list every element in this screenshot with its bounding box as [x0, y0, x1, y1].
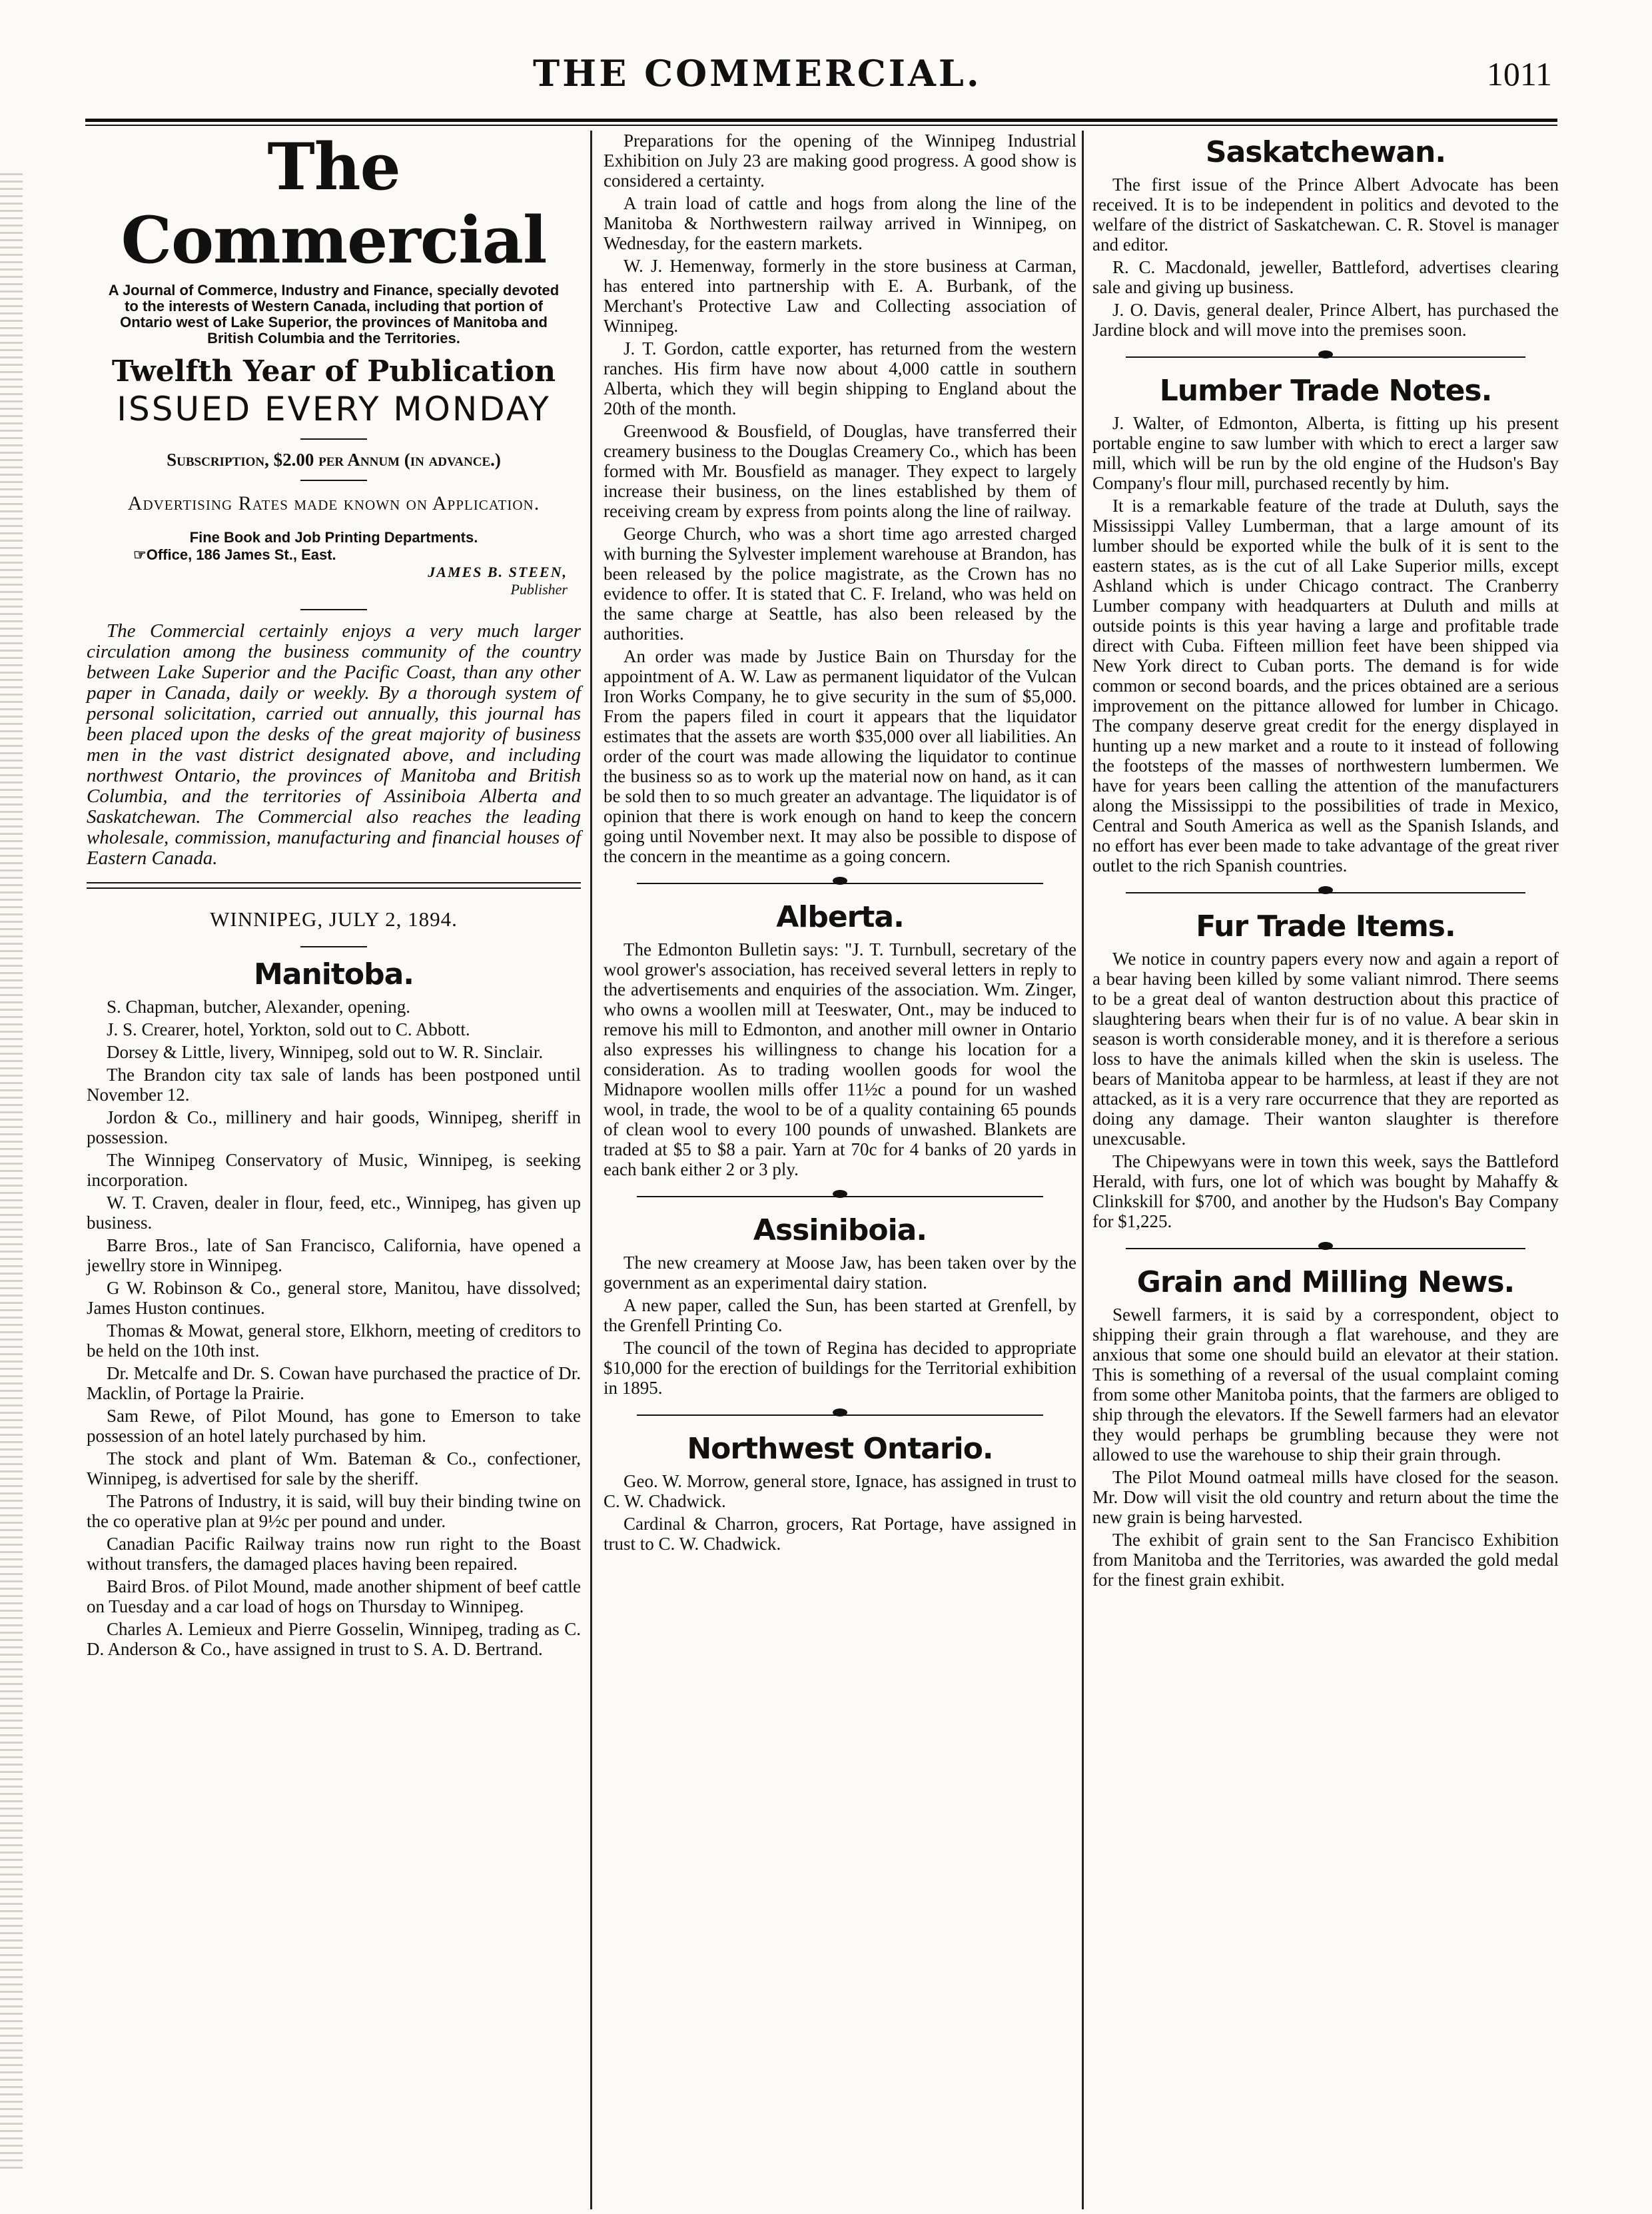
masthead-issued: ISSUED EVERY MONDAY	[117, 390, 551, 428]
news-item: J. O. Davis, general dealer, Prince Albert, has purchased the Jardine block and will move into the premises soon.	[1092, 300, 1559, 340]
news-item: An order was made by Justice Bain on Thursday for the appointment of A. W. Law as permanent liquidator of the Vulcan Iron Works Company, he to give security in the sum of $5,000. From the papers filed in court it appears that the liquidator estimates that the assets are worth $35,000 over all liabilities. An order of the court was made allowing the liquidator to continue the business so as to work up the material now on hand, as it can be sold then to so much greater an advantage. The liquidator is of opinion that there is work enough on hand to keep the concern going until November next. It may also be possible to dispose of the concern in the meantime as a going concern.	[604, 646, 1076, 866]
news-item: A new paper, called the Sun, has been started at Grenfell, by the Grenfell Printing Co.	[604, 1295, 1076, 1335]
section-heading-northwest-ontario: Northwest Ontario.	[687, 1432, 993, 1466]
section-heading-manitoba: Manitoba.	[253, 957, 414, 991]
news-item: Sewell farmers, it is said by a correspondent, object to shipping their grain through a flat warehouse, and they are anxious that some one should build an elevator at their station. This is something of a reversal of the usual complaint coming from some other Manitoba points, that the farmers are obliged to ship through the elevators. If the Sewell farmers had an elevator they would perhaps be grumbling because they were not allowed to use the warehouse to ship their grain through.	[1092, 1305, 1559, 1464]
divider	[300, 480, 367, 481]
section-heading-fur: Fur Trade Items.	[1196, 909, 1455, 943]
news-item: Dorsey & Little, livery, Winnipeg, sold out to W. R. Sinclair.	[107, 1042, 544, 1062]
section-heading-grain: Grain and Milling News.	[1136, 1265, 1515, 1299]
office-address: ☞Office, 186 James St., East.	[133, 546, 336, 563]
news-item: Dr. Metcalfe and Dr. S. Cowan have purchased the practice of Dr. Macklin, of Portage la Prairie.	[87, 1363, 581, 1403]
publisher-name: JAMES B. STEEN,	[428, 564, 568, 580]
news-item: A train load of cattle and hogs from along the line of the Manitoba & Northwestern railway arrived in Winnipeg, on Wednesday, for the eastern markets.	[604, 193, 1076, 253]
header-rule-thin	[85, 125, 1557, 126]
news-item: Geo. W. Morrow, general store, Ignace, has assigned in trust to C. W. Chadwick.	[604, 1471, 1076, 1511]
news-item: Canadian Pacific Railway trains now run right to the Boast without transfers, the damaged places having been repaired.	[87, 1534, 581, 1574]
news-item: The Brandon city tax sale of lands has been postponed until November 12.	[87, 1065, 581, 1105]
news-item: We notice in country papers every now and again a report of a bear having been killed by some valiant nimrod. There seems to be a great deal of wanton destruction about this practice of slaughtering bears when their fur is of no value. A bear skin in season is worth considerable money, and it is therefore a serious loss to have the animals killed when the skin is useless. The bears of Manitoba appear to be harmless, at least if they are not attacked, as it is a very rare occurrence that they are reported as doing any damage. Their wanton slaughter is therefore unexcusable.	[1092, 949, 1559, 1149]
printing-departments: Fine Book and Job Printing Departments.	[189, 529, 478, 546]
column-3	[1092, 131, 1559, 1592]
ornamental-divider	[637, 877, 1043, 890]
masthead-description: A Journal of Commerce, Industry and Finance, specially devoted to the interests of Western Canada, including that portion of Ontario west of Lake Superior, the provinces of Manitoba and British Columbia and the Territories.	[108, 282, 560, 346]
news-item: W. T. Craven, dealer in flour, feed, etc., Winnipeg, has given up business.	[87, 1193, 581, 1233]
news-item: Jordon & Co., millinery and hair goods, Winnipeg, sheriff in possession.	[87, 1107, 581, 1147]
news-item: J. T. Gordon, cattle exporter, has returned from the western ranches. His firm have now about 4,000 cattle in southern Alberta, which they will begin shipping to England about the 20th of the month.	[604, 338, 1076, 418]
divider	[300, 609, 367, 610]
circulation-statement: The Commercial certainly enjoys a very much larger circulation among the business community of the country between Lake Superior and the Pacific Coast, than any other paper in Canada, daily or weekly. By a thorough system of personal solicitation, carried out annually, this journal has been placed upon the desks of the great majority of business men in the vast district designated above, and including northwest Ontario, the provinces of Manitoba and British Columbia, and the territories of Assiniboia Alberta and Saskatchewan. The Commercial also reaches the leading wholesale, commission, manufacturing and financial houses of Eastern Canada.	[87, 620, 581, 869]
page-edge-shading	[0, 173, 23, 2172]
column-divider	[590, 131, 592, 2209]
divider	[87, 882, 581, 883]
news-item: Baird Bros. of Pilot Mound, made another shipment of beef cattle on Tuesday and a car load of hogs on Thursday to Winnipeg.	[87, 1576, 581, 1616]
ornamental-divider	[637, 1408, 1043, 1422]
section-heading-assiniboia: Assiniboia.	[753, 1213, 927, 1247]
divider	[300, 946, 367, 947]
subscription-rate: Subscription, $2.00 per Annum (in advance.)	[167, 450, 501, 470]
news-item: The Chipewyans were in town this week, says the Battleford Herald, with furs, one lot of which was bought by Mahaffy & Clinkskill for $700, and another by the Hudson's Bay Company for $1,225.	[1092, 1151, 1559, 1231]
news-item: J. S. Crearer, hotel, Yorkton, sold out to C. Abbott.	[107, 1019, 470, 1039]
ornamental-divider	[1126, 350, 1525, 364]
news-item: The Edmonton Bulletin says: "J. T. Turnbull, secretary of the wool grower's association, has received several letters in reply to the advertisements and enquiries of the association. Wm. Zinger, who owns a woollen mill at Teeswater, Ont., may be induced to remove his mill to Edmonton, and another mill owner in Ontario also expresses his willingness to change his location for a consideration. As to trading woollen goods for wool the Midnapore woollen mills offer 11½c a pound for un washed wool, in trade, the wool to be of a quality containing 65 pounds of clean wool to every 100 pounds of unwashed. Blankets are traded at $5 to $8 a pair. Yarn at 70c for 4 banks of 20 yards in each bank either 2 or 3 ply.	[604, 939, 1076, 1179]
news-item: It is a remarkable feature of the trade at Duluth, says the Mississippi Valley Lumberman, that a large amount of its lumber should be exported while the bulk of it is sent to the eastern states, as is the cut of all Lake Superior mills, except Ashland which is under Chicago contract. The Cranberry Lumber company with headquarters at Duluth and mills at outside points is this year having a large and profitable trade direct with Cuba. Fifteen million feet have been shipped via New York direct to Cuban ports. The demand is for wide common or second boards, and the prices obtained are a serious improvement on the pittance allowed for lumber in Chicago. The company deserve great credit for the energy displayed in hunting up a new market and a route to it instead of following the footsteps of the masses of northwestern lumbermen. We have for years been calling the attention of the manufacturers along the Mississippi to the possibilities of trade in Mexico, Central and South America as well as the Spanish Islands, and no effort has ever been made to take advantage of the great river outlet to the rich Spanish countries.	[1092, 496, 1559, 875]
column-1	[87, 131, 581, 1662]
page-number: 1011	[1486, 55, 1552, 93]
news-item: George Church, who was a short time ago arrested charged with burning the Sylvester implement warehouse at Brandon, has been released by the police magistrate, as the Crown has no evidence to offer. It is stated that C. F. Ireland, who was held on the same charge at Seattle, has also been released by the authorities.	[604, 524, 1076, 644]
column-divider	[1082, 131, 1084, 2209]
ornamental-divider	[1126, 1242, 1525, 1255]
news-item: R. C. Macdonald, jeweller, Battleford, advertises clearing sale and giving up business.	[1092, 257, 1559, 297]
news-item: Charles A. Lemieux and Pierre Gosselin, Winnipeg, trading as C. D. Anderson & Co., have assigned in trust to S. A. D. Bertrand.	[87, 1619, 581, 1659]
news-item: J. Walter, of Edmonton, Alberta, is fitting up his present portable engine to saw lumber with which to erect a larger saw mill, which will be run by the old engine of the Hudson's Bay Company's flour mill, purchased recently by him.	[1092, 413, 1559, 493]
masthead-title: The Commercial	[121, 129, 547, 278]
news-item: The stock and plant of Wm. Bateman & Co., confectioner, Winnipeg, is advertised for sale by the sheriff.	[87, 1448, 581, 1488]
section-heading-saskatchewan: Saskatchewan.	[1205, 135, 1446, 169]
ornamental-divider	[637, 1190, 1043, 1203]
column-2	[604, 131, 1076, 1556]
news-item: The Pilot Mound oatmeal mills have closed for the season. Mr. Dow will visit the old country and return about the time the new grain is being harvested.	[1092, 1467, 1559, 1527]
section-heading-lumber: Lumber Trade Notes.	[1159, 374, 1492, 408]
divider	[300, 438, 367, 440]
news-item: S. Chapman, butcher, Alexander, opening.	[107, 997, 410, 1017]
news-item: Preparations for the opening of the Winnipeg Industrial Exhibition on July 23 are making good progress. A good show is considered a certainty.	[604, 131, 1076, 191]
advertising-rates: Advertising Rates made known on Application.	[127, 492, 540, 514]
news-item: Sam Rewe, of Pilot Mound, has gone to Emerson to take possession of an hotel lately purchased by him.	[87, 1406, 581, 1446]
news-item: Barre Bros., late of San Francisco, California, have opened a jewellry store in Winnipeg.	[87, 1235, 581, 1275]
news-item: Cardinal & Charron, grocers, Rat Portage, have assigned in trust to C. W. Chadwick.	[604, 1514, 1076, 1554]
dateline: WINNIPEG, JULY 2, 1894.	[210, 907, 458, 931]
section-heading-alberta: Alberta.	[776, 900, 904, 934]
news-item: Greenwood & Bousfield, of Douglas, have transferred their creamery business to the Douglas Creamery Co., which has been formed with Mr. Bousfield as manager. They expect to largely increase their business, on the lines established by them of receiving cream by express from points along the line of railway.	[604, 421, 1076, 521]
news-item: G W. Robinson & Co., general store, Manitou, have dissolved; James Huston continues.	[87, 1278, 581, 1318]
news-item: The new creamery at Moose Jaw, has been taken over by the government as an experimental dairy station.	[604, 1253, 1076, 1293]
ornamental-divider	[1126, 886, 1525, 899]
news-item: Thomas & Mowat, general store, Elkhorn, meeting of creditors to be held on the 10th inst.	[87, 1321, 581, 1361]
news-item: The first issue of the Prince Albert Advocate has been received. It is to be independent in politics and devoted to the welfare of the district of Saskatchewan. C. R. Stovel is manager and editor.	[1092, 175, 1559, 255]
news-item: The Patrons of Industry, it is said, will buy their binding twine on the co operative plan at 9½c per pound and under.	[87, 1491, 581, 1531]
news-item: W. J. Hemenway, formerly in the store business at Carman, has entered into partnership with E. A. Burbank, of the Merchant's Protective Law and Collecting association of Winnipeg.	[604, 256, 1076, 336]
news-item: The Winnipeg Conservatory of Music, Winnipeg, is seeking incorporation.	[87, 1150, 581, 1190]
divider	[87, 887, 581, 889]
running-head: THE COMMERCIAL.	[533, 52, 982, 95]
publisher-title: Publisher	[510, 581, 568, 598]
masthead-year: Twelfth Year of Publication	[111, 354, 556, 388]
publisher	[87, 564, 568, 598]
header-rule	[85, 119, 1557, 122]
news-item: The council of the town of Regina has decided to appropriate $10,000 for the erection of buildings for the Territorial exhibition in 1895.	[604, 1338, 1076, 1398]
news-item: The exhibit of grain sent to the San Francisco Exhibition from Manitoba and the Territories, was awarded the gold medal for the finest grain exhibit.	[1092, 1530, 1559, 1590]
